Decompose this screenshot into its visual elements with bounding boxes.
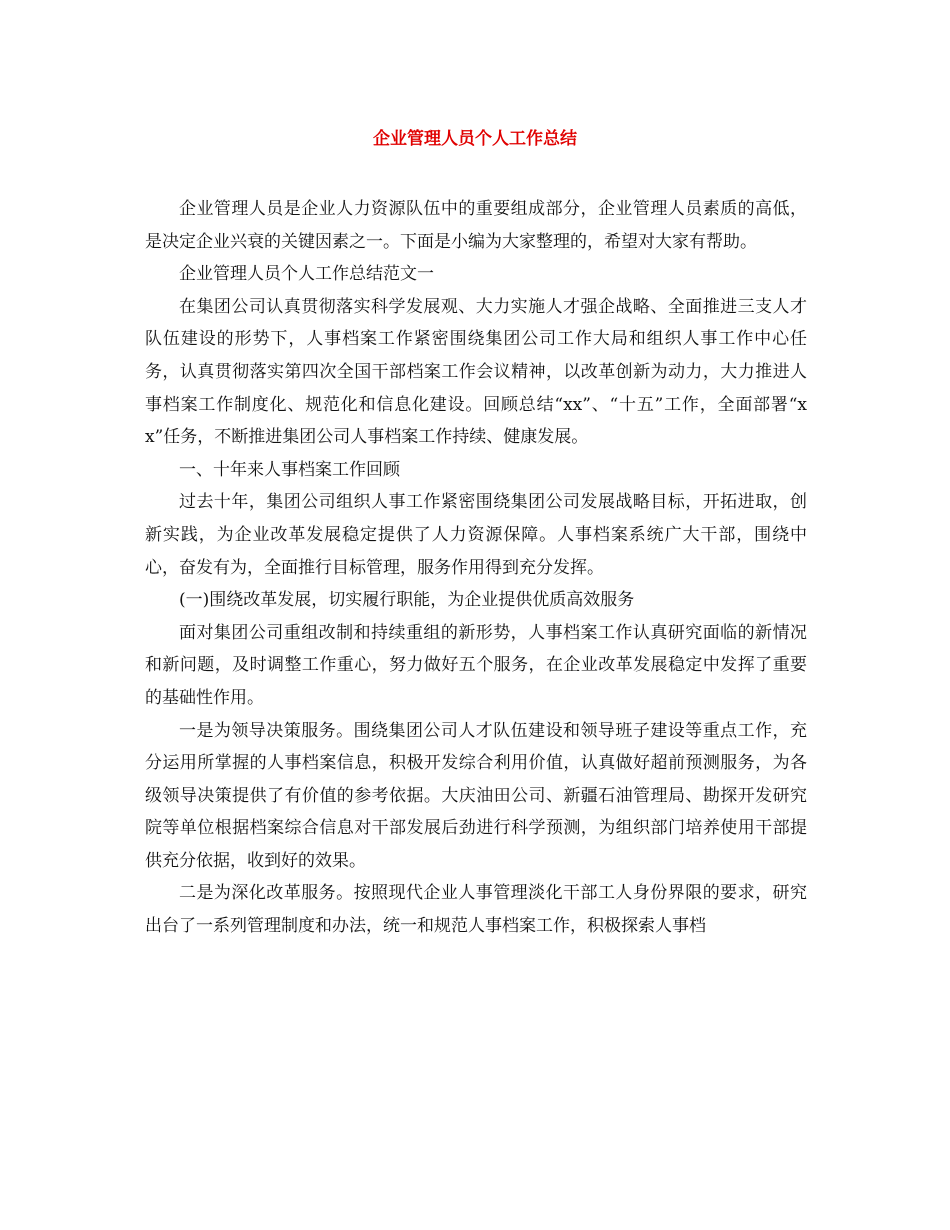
paragraph-subsection-heading: (一)围绕改革发展，切实履行职能，为企业提供优质高效服务	[179, 590, 635, 611]
paragraph-intro: 企业管理人员是企业人力资源队伍中的重要组成部分，企业管理人员素质的高低，是决定企业兴衰的关键因素之一。下面是小编为大家整理的，希望对大家有帮助。	[145, 199, 807, 252]
document-title: 企业管理人员个人工作总结	[373, 129, 577, 149]
paragraph-reform-service: 二是为深化改革服务。按照现代企业人事管理淡化干部工人身份界限的要求，研究出台了一系列管理制度和办法，统一和规范人事档案工作，积极探索人事档	[145, 883, 807, 937]
paragraph-review: 过去十年，集团公司组织人事工作紧密围绕集团公司发展战略目标，开拓进取，创新实践，为企业改革发展稳定提供了人力资源保障。人事档案系统广大干部，围绕中心，奋发有为，全面推行目标管理，服务作用得到充分发挥。	[145, 492, 807, 578]
paragraph-services: 面对集团公司重组改制和持续重组的新形势，人事档案工作认真研究面临的新情况和新问题，及时调整工作重心，努力做好五个服务，在企业改革发展稳定中发挥了重要的基础性作用。	[145, 622, 807, 708]
paragraph-section-heading: 一、十年来人事档案工作回顾	[179, 459, 400, 480]
paragraph-background: 在集团公司认真贯彻落实科学发展观、大力实施人才强企战略、全面推进三支人才队伍建设的形势下，人事档案工作紧密围绕集团公司工作大局和组织人事工作中心任务，认真贯彻落实第四次全国干部档案工作会议精神，以改革创新为动力，大力推进人事档案工作制度化、规范化和信息化建设。回顾总结“xx”、“十五”工作，全面部署“xx”任务，不断推进集团公司人事档案工作持续、健康发展。	[145, 296, 807, 448]
paragraph-decision-service: 一是为领导决策服务。围绕集团公司人才队伍建设和领导班子建设等重点工作，充分运用所掌握的人事档案信息，积极开发综合利用价值，认真做好超前预测服务，为各级领导决策提供了有价值的参考依据。大庆油田公司、新疆石油管理局、勘探开发研究院等单位根据档案综合信息对干部发展后劲进行科学预测，为组织部门培养使用干部提供充分依据，收到好的效果。	[145, 720, 807, 871]
paragraph-sample-heading: 企业管理人员个人工作总结范文一	[179, 264, 434, 285]
document-body	[145, 193, 807, 943]
